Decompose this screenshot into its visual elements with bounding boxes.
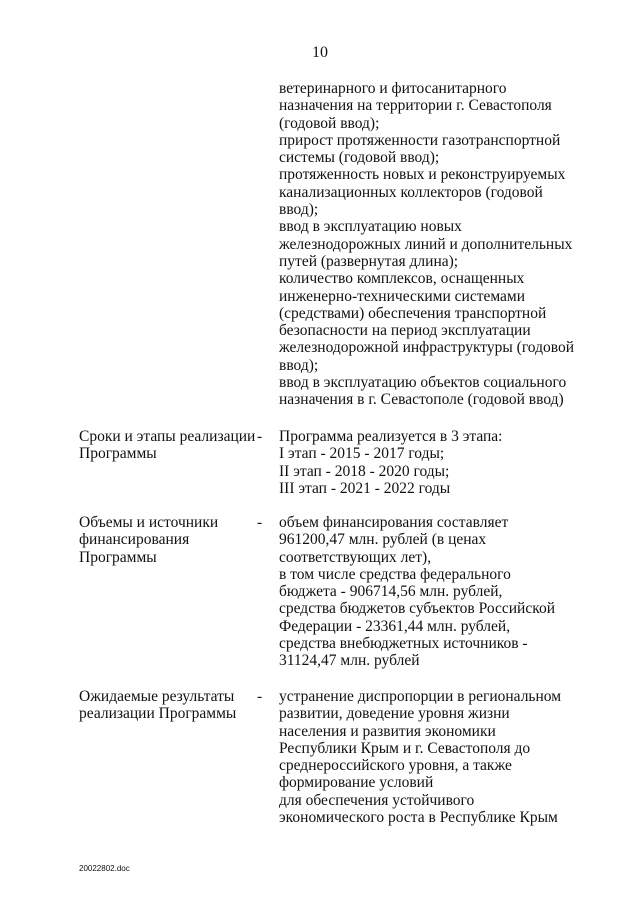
text-line: Программа реализуется в 3 этапа: bbox=[279, 428, 503, 445]
text-line: системы (годовой ввод); bbox=[279, 149, 440, 167]
section-results-dash: - bbox=[257, 688, 263, 705]
text-line: Федерации - 23361,44 млн. рублей, bbox=[279, 617, 511, 635]
label-line: реализации Программы bbox=[79, 705, 237, 723]
label-line: Объемы и источники bbox=[79, 514, 219, 531]
text-line: ветеринарного и фитосанитарного bbox=[279, 80, 507, 97]
text-line: ввод в эксплуатацию новых bbox=[279, 218, 462, 236]
section-results-content bbox=[279, 688, 589, 826]
text-line: I этап - 2015 - 2017 годы; bbox=[279, 445, 445, 463]
text-line: ввод в эксплуатацию объектов социального bbox=[279, 374, 567, 392]
text-line: ввод); bbox=[279, 201, 319, 219]
text-line: ввод); bbox=[279, 356, 319, 374]
label-line: Сроки и этапы реализации bbox=[79, 428, 256, 445]
label-line: Ожидаемые результаты bbox=[79, 688, 235, 705]
text-line: (средствами) обеспечения транспортной bbox=[279, 304, 547, 322]
text-line: назначения в г. Севастополе (годовой ввод) bbox=[279, 391, 564, 409]
label-line: финансирования bbox=[79, 531, 190, 549]
text-line: населения и развития экономики bbox=[279, 722, 496, 740]
text-line: формирование условий bbox=[279, 774, 434, 792]
top-continuation-text bbox=[279, 80, 589, 409]
text-line: среднероссийского уровня, а также bbox=[279, 757, 512, 775]
text-line: железнодорожной инфраструктуры (годовой bbox=[279, 339, 574, 357]
text-line: протяженность новых и реконструируемых bbox=[279, 166, 566, 184]
text-line: Республики Крым и г. Севастополя до bbox=[279, 739, 531, 757]
section-timing-content bbox=[279, 428, 589, 497]
text-line: (годовой ввод); bbox=[279, 114, 380, 132]
label-line: Программы bbox=[79, 445, 157, 463]
text-line: прирост протяженности газотранспортной bbox=[279, 131, 561, 149]
section-funding-dash: - bbox=[257, 514, 263, 531]
text-line: средства бюджетов субъектов Российской bbox=[279, 600, 556, 618]
text-line: инженерно-техническими системами bbox=[279, 287, 526, 305]
section-funding-content bbox=[279, 514, 589, 670]
text-line: канализационных коллекторов (годовой bbox=[279, 183, 543, 201]
text-line: 961200,47 млн. рублей (в ценах bbox=[279, 531, 487, 549]
text-line: количество комплексов, оснащенных bbox=[279, 270, 525, 288]
text-line: бюджета - 906714,56 млн. рублей, bbox=[279, 583, 503, 601]
text-line: объем финансирования составляет bbox=[279, 514, 509, 531]
label-line: Программы bbox=[79, 548, 157, 566]
footer-filename: 20022802.doc bbox=[79, 864, 130, 873]
text-line: безопасности на период эксплуатации bbox=[279, 322, 531, 340]
text-line: назначения на территории г. Севастополя bbox=[279, 97, 552, 115]
text-line: II этап - 2018 - 2020 годы; bbox=[279, 462, 450, 480]
text-line: III этап - 2021 - 2022 годы bbox=[279, 479, 451, 497]
text-line: соответствующих лет), bbox=[279, 548, 432, 566]
text-line: железнодорожных линий и дополнительных bbox=[279, 235, 573, 253]
text-line: средства внебюджетных источников - bbox=[279, 635, 528, 653]
section-timing-label bbox=[79, 428, 255, 463]
text-line: устранение диспропорции в региональном bbox=[279, 688, 562, 705]
section-results-label bbox=[79, 688, 236, 723]
text-line: в том числе средства федерального bbox=[279, 565, 511, 583]
section-timing-dash: - bbox=[257, 428, 263, 445]
section-funding-label bbox=[79, 514, 218, 566]
text-line: развитии, доведение уровня жизни bbox=[279, 705, 510, 723]
text-line: 31124,47 млн. рублей bbox=[279, 652, 420, 670]
page-number: 10 bbox=[312, 44, 328, 61]
text-line: для обеспечения устойчивого bbox=[279, 791, 475, 809]
text-line: экономического роста в Республике Крым bbox=[279, 809, 558, 827]
text-line: путей (развернутая длина); bbox=[279, 252, 459, 270]
